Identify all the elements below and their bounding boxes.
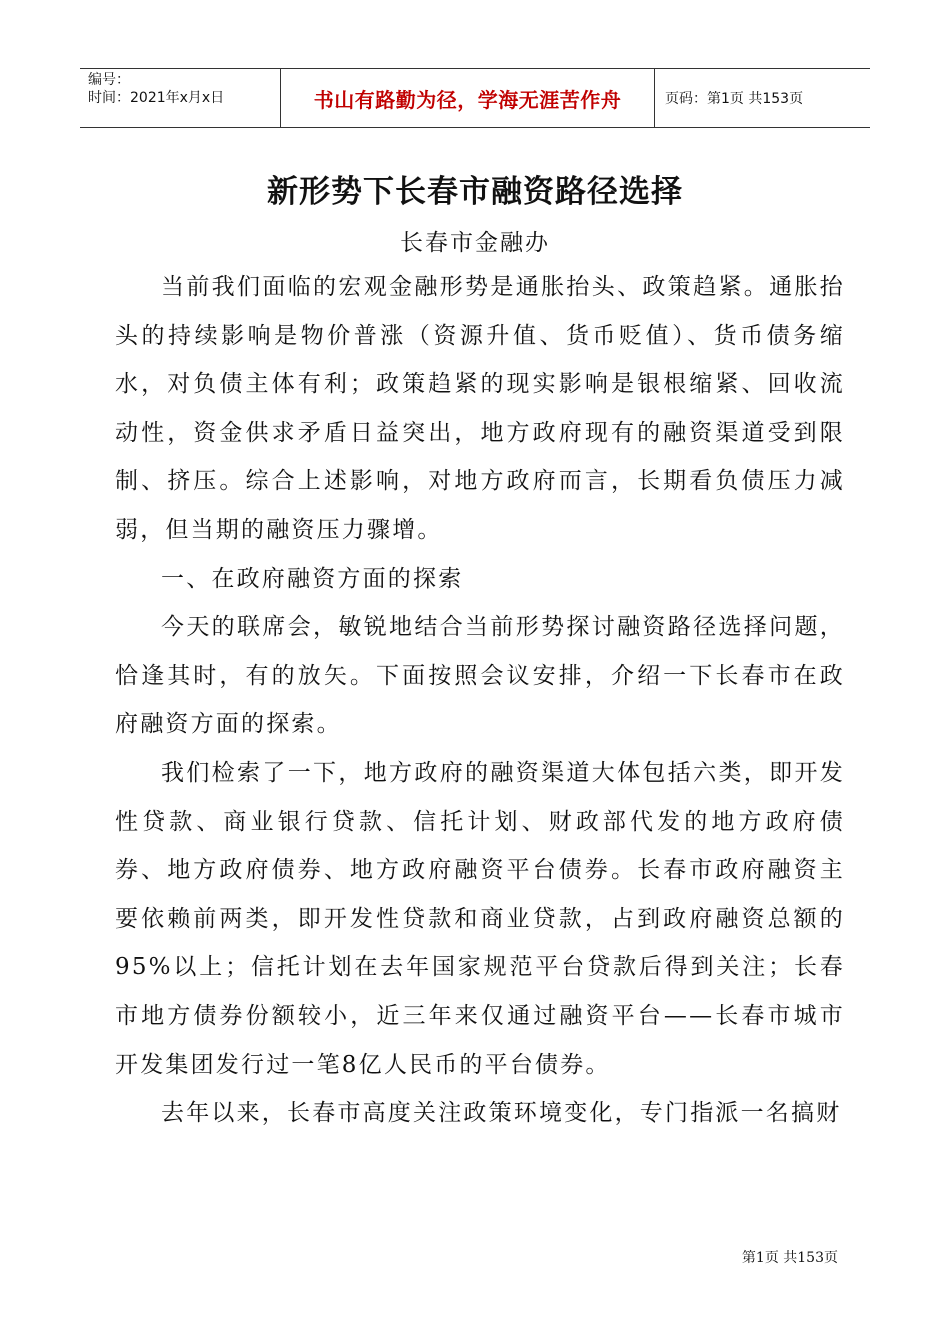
number-label: 编号： xyxy=(88,72,130,88)
paragraph: 去年以来，长春市高度关注政策环境变化，专门指派一名搞财 xyxy=(161,1100,842,1127)
header-motto: 书山有路勤为径，学海无涯苦作舟 xyxy=(281,69,655,127)
paragraph: 我们检索了一下，地方政府的融资渠道大体包括六类，即开发性贷款、商业银行贷款、信托计划、财政部代发的地方政府债券、地方政府债券、地方政府融资平台债券。长春市政府融资主要依赖前两类，即开发性贷款和商业贷款，占到政府融资总额的95%以上；信托计划在去年国家规范平台贷款后得到关注；长春市地方债券份额较小，近三年来仅通过融资平台——长春市城市开发集团发行过一笔8亿人民币的平台债券。 xyxy=(115,759,845,1078)
document-author: 长春市金融办 xyxy=(400,230,550,256)
document-title: 新形势下长春市融资路径选择 xyxy=(267,174,683,210)
page-footer: 第1页 共153页 xyxy=(741,1250,838,1266)
page-header xyxy=(80,68,870,128)
paragraph: 当前我们面临的宏观金融形势是通胀抬头、政策趋紧。通胀抬头的持续影响是物价普涨（资源升值、货币贬值）、货币债务缩水，对负债主体有利；政策趋紧的现实影响是银根缩紧、回收流动性，资金供求矛盾日益突出，地方政府现有的融资渠道受到限制、挤压。综合上述影响，对地方政府而言，长期看负债压力减弱，但当期的融资压力骤增。 xyxy=(115,274,845,543)
time-label: 时间：2021年x月x日 xyxy=(88,90,225,106)
header-meta xyxy=(80,69,281,127)
document-body xyxy=(115,263,845,1138)
section-heading: 一、在政府融资方面的探索 xyxy=(161,565,464,592)
header-page-info: 页码：第1页 共153页 xyxy=(665,91,804,107)
paragraph: 今天的联席会，敏锐地结合当前形势探讨融资路径选择问题，恰逢其时，有的放矢。下面按照会议安排，介绍一下长春市在政府融资方面的探索。 xyxy=(115,614,845,738)
